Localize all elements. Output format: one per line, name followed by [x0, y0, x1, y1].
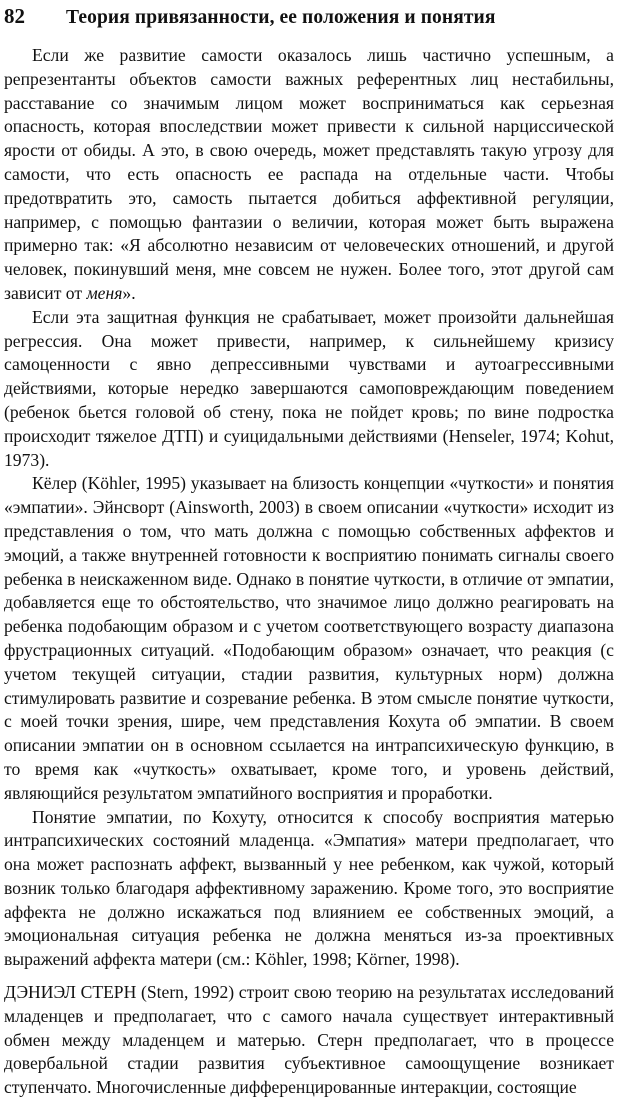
paragraph-5: ДЭНИЭЛ СТЕРН (Stern, 1992) строит свою теорию на результатах исследований младенцев и предполагает, что с самого начала существует интерактивный обмен между младенцем и матерью. Стерн предполагает, что в процессе довербальной стадии развития субъективное самоощущение возникает ступенчато. Многочисленные дифференцированные интеракции, состоящие [4, 982, 614, 1098]
paragraph-1-emphasis: меня [86, 282, 123, 303]
running-title: Теория привязанности, ее положения и понятия [66, 7, 496, 28]
running-head [4, 4, 614, 34]
paragraph-4: Понятие эмпатии, по Кохуту, относится к способу восприятия матерью интрапсихических состояний младенца. «Эмпатия» матери предполагает, что она может распознать аффект, вызванный у нее ребенком, как чужой, который возник только благодаря аффективному заражению. Кроме того, это восприятие аффекта не должно искажаться под влиянием ее собственных эмоций, а эмоциональная ситуация ребенка не должна меняться из-за проективных выражений аффекта матери (см.: Köhler, 1998; Körner, 1998). [4, 806, 614, 970]
body-text [4, 44, 614, 1100]
paragraph-3: Кёлер (Köhler, 1995) указывает на близость концепции «чуткости» и понятия «эмпатии». Эйнсворт (Ainsworth, 2003) в своем описании «чуткости» исходит из представления о том, что мать должна с помощью собственных аффектов и эмоций, а также внутренней готовности к восприятию понимать сигналы своего ребенка в неискаженном виде. Однако в понятие чуткости, в отличие от эмпатии, добавляется еще то обстоятельство, что значимое лицо должно реагировать на ребенка подобающим образом и с учетом соответствующего возрасту диапазона фрустрационных ситуаций. «Подобающим образом» означает, что реакция (с учетом текущей ситуации, стадии развития, культурных норм) должна стимулировать развитие и созревание ребенка. В этом смысле понятие чуткости, с моей точки зрения, шире, чем представления Кохута об эмпатии. В своем описании эмпатии он в основном ссылается на интрапсихическую функцию, в то время как «чуткость» охватывает, кроме того, и уровень действий, являющийся результатом эмпатийного восприятия и проработки. [4, 473, 614, 803]
paragraph-1-text: Если же развитие самости оказалось лишь частично успешным, а репрезентанты объектов самости важных референтных лиц нестабильны, расставание со значимым лицом может восприниматься как серьезная опасность, которая впоследствии может привести к сильной нарциссической ярости от обиды. А это, в свою очередь, может представлять такую угрозу для самости, что есть опасность ее распада на отдельные части. Чтобы предотвратить это, самость пытается добиться аффективной регуляции, например, с помощью фантазии о величии, которая может быть выражена примерно так: «Я абсолютно независим от человеческих отношений, и другой человек, покинувший меня, мне совсем не нужен. Более того, этот другой сам зависит от [4, 45, 614, 303]
paragraph-1-tail: ». [122, 282, 136, 303]
paragraph-1 [4, 44, 614, 306]
page-number: 82 [4, 4, 25, 28]
paragraph-2: Если эта защитная функция не срабатывает, может произойти дальнейшая регрессия. Она может привести, например, к сильнейшему кризису самоценности с явно депрессивными чувствами и аутоагрессивными действиями, которые нередко завершаются самоповреждающим поведением (ребенок бьется головой об стену, пока не пойдет кровь; по вине подростка происходит тяжелое ДТП) и суицидальными действиями (Henseler, 1974; Kohut, 1973). [4, 306, 614, 470]
